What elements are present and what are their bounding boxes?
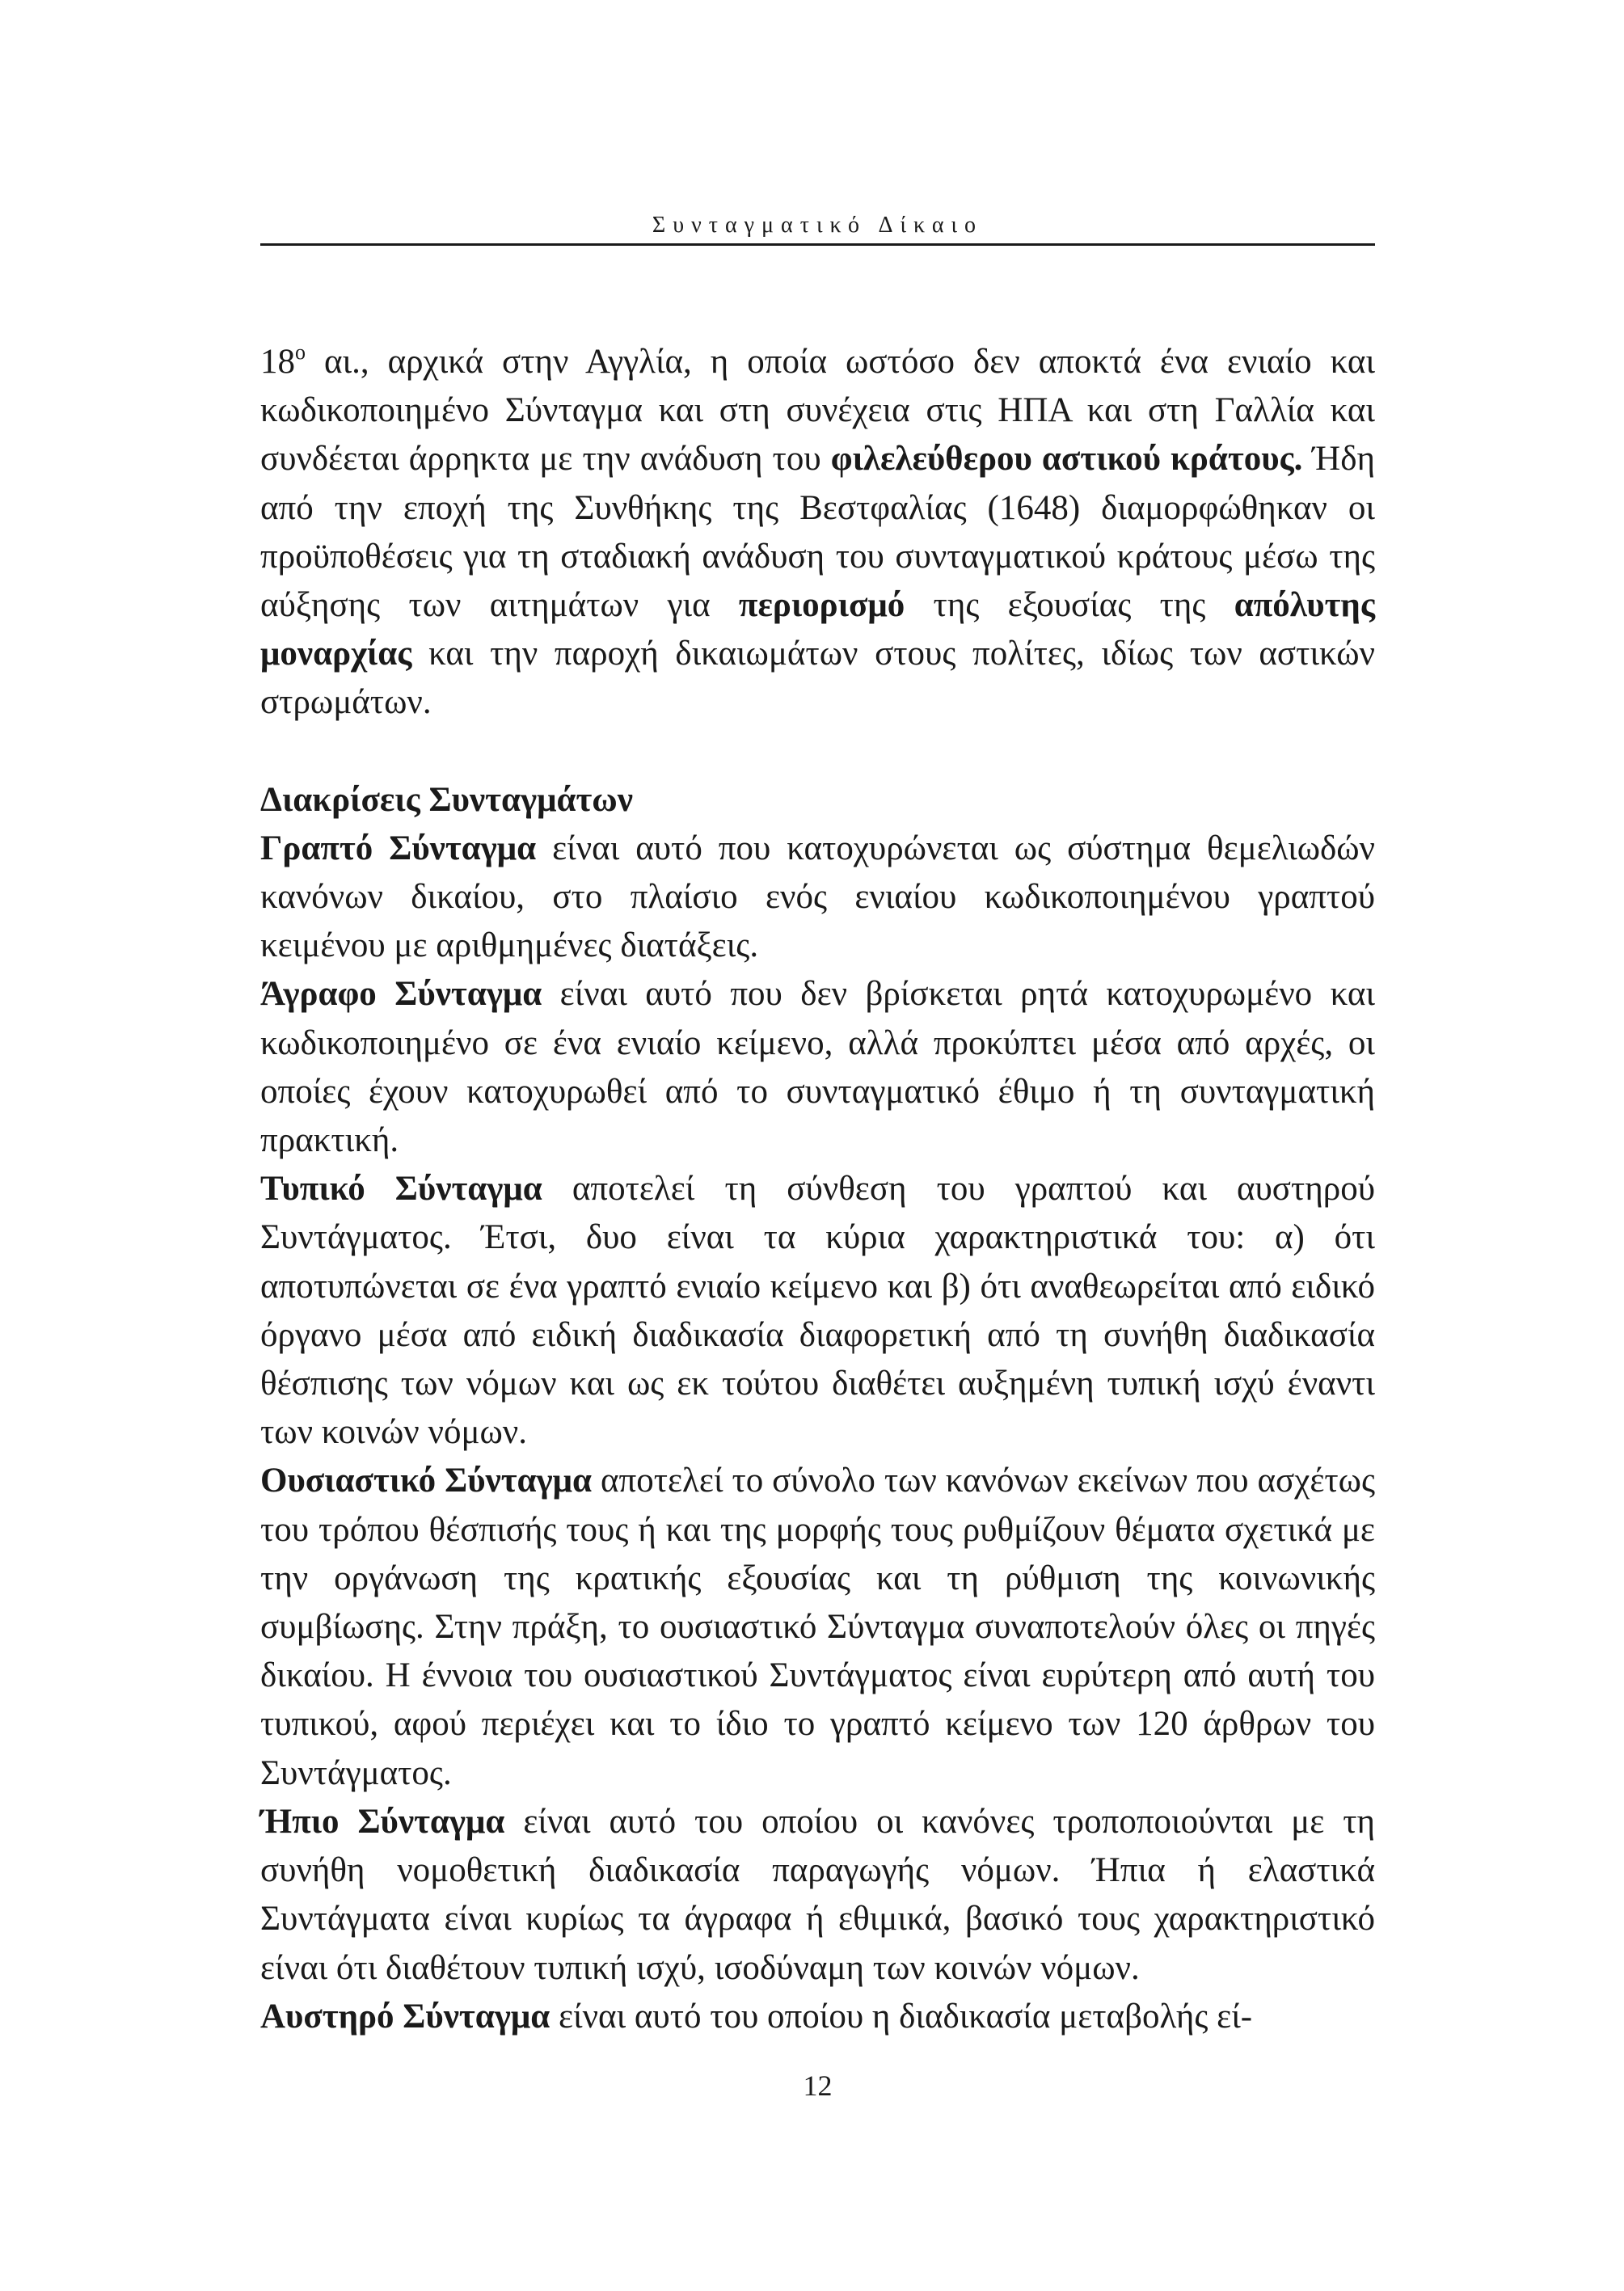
definition-formal [260,1165,1375,1457]
definition-unwritten [260,970,1375,1165]
definition-text: είναι αυτό που κατοχυρώνεται ως σύστημα θεμελιωδών κανόνων δικαίου, στο πλαίσιο ενός ενιαίου κωδικοποιημένου γραπτού κειμένου με αριθμημένες διατάξεις. [260,829,1375,965]
definition-text: είναι αυτό του οποίου η διαδικασία μεταβολής εί- [550,1997,1253,2036]
bold-term-limitation: περιορισμό [738,586,905,625]
definition-flexible [260,1798,1375,1993]
intro-paragraph [260,338,1375,728]
definition-term: Ήπιο Σύνταγμα [260,1802,505,1841]
definition-rigid [260,1993,1375,2041]
definition-substantive [260,1457,1375,1797]
intro-text-c: Ήδη από την εποχή της Συνθήκης της Βεστφαλίας (1648) διαμορφώθηκαν οι προϋποθέσεις για τη σταδιακή ανάδυση του συνταγματικού κράτους μέσω της αύξησης των αιτημάτων για [260,440,1375,625]
bold-term-absolute-monarchy: απόλυτης μοναρχίας [260,586,1375,673]
definition-text: είναι αυτό που δεν βρίσκεται ρητά κατοχυρωμένο και κωδικοποιημένο σε ένα ενιαίο κείμενο, αλλά προκύπτει μέσα από αρχές, οι οποίες έχουν κατοχυρωθεί από το συνταγματικό έθιμο ή τη συνταγματική πρακτική. [260,975,1375,1160]
intro-text-a: αι., αρχικά στην Αγγλία, η οποία ωστόσο δεν αποκτά ένα ενιαίο και κωδικοποιημένο Σύνταγμα και στη συνέχεια στις ΗΠΑ και στη Γαλλία και συνδέεται άρρηκτα με την ανάδυση του [260,343,1375,479]
header-rule [260,243,1375,246]
definition-term: Τυπικό Σύνταγμα [260,1170,542,1209]
definition-text: είναι αυτό του οποίου οι κανόνες τροποποιούνται με τη συνήθη νομοθετική διαδικασία παραγωγής νόμων. Ήπια ή ελαστικά Συντάγματα είναι κυρίως τα άγραφα ή εθιμικά, βασικό τους χαρακτηριστικό είναι ότι διαθέτουν τυπική ισχύ, ισοδύναμη των κοινών νόμων. [260,1802,1375,1987]
section-heading: Διακρίσεις Συνταγμάτων [260,780,633,819]
definition-written [260,825,1375,971]
definition-text: αποτελεί το σύνολο των κανόνων εκείνων που ασχέτως του τρόπου θέσπισής τους ή και της μορφής τους ρυθμίζουν θέματα σχετικά με την οργάνωση της κρατικής εξουσίας και τη ρύθμιση της κοινωνικής συμβίωσης. Στην πράξη, το ουσιαστικό Σύνταγμα συναποτελούν όλες οι πηγές δικαίου. Η έννοια του ουσιαστικού Συντάγματος είναι ευρύτερη από αυτή του τυπικού, αφού περιέχει και το ίδιο το γραπτό κείμενο των 120 άρθρων του Συντάγματος. [260,1462,1375,1792]
paragraph-spacer [260,728,1375,776]
century-number: 18 [260,343,295,381]
definition-term: Αυστηρό Σύνταγμα [260,1997,550,2036]
definition-term: Ουσιαστικό Σύνταγμα [260,1462,593,1500]
bold-term-liberal-state: φιλελεύθερου αστικού κράτους. [830,440,1303,479]
definition-term: Γραπτό Σύνταγμα [260,829,537,867]
definition-term: Άγραφο Σύνταγμα [260,975,542,1014]
intro-text-d: της εξουσίας της [905,586,1234,625]
page-body [260,338,1375,2041]
ordinal-superscript: ο [295,340,306,364]
page-number: 12 [803,2069,833,2102]
intro-text-e: και την παροχή δικαιωμάτων στους πολίτες, ιδίως των αστικών στρωμάτων. [260,635,1375,722]
definition-text: αποτελεί τη σύνθεση του γραπτού και αυστηρού Συντάγματος. Έτσι, δυο είναι τα κύρια χαρακτηριστικά του: α) ότι αποτυπώνεται σε ένα γραπτό ενιαίο κείμενο και β) ότι αναθεωρείται από ειδικό όργανο μέσα από ειδική διαδικασία διαφορετική από τη συνήθη διαδικασία θέσπισης των νόμων και ως εκ τούτου διαθέτει αυξημένη τυπική ισχύ έναντι των κοινών νόμων. [260,1170,1376,1452]
running-title: Συνταγματικό Δίκαιο [652,213,984,238]
